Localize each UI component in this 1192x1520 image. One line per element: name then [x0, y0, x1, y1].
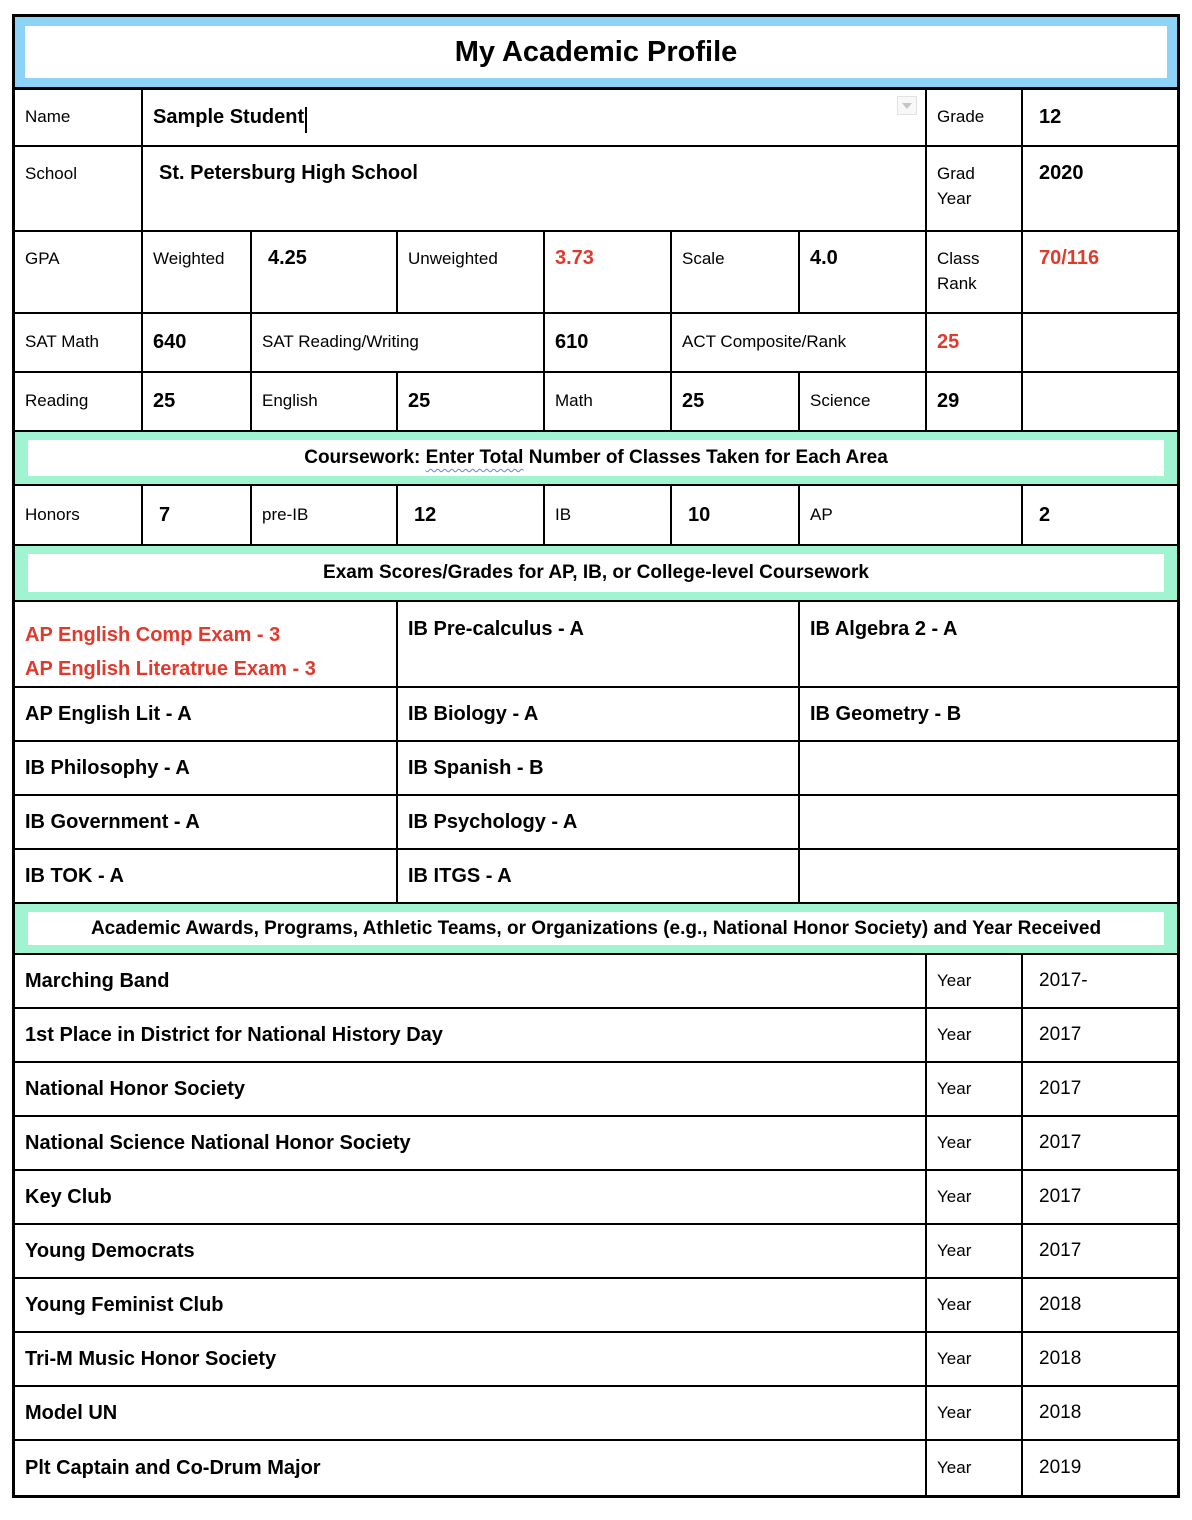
school-field[interactable]: St. Petersburg High School: [143, 147, 927, 230]
scale-label-cell: Scale: [672, 232, 800, 312]
exam-entry: AP English Comp Exam - 3: [25, 624, 281, 646]
coursework-header-prefix: Coursework:: [304, 447, 426, 468]
award-name-cell[interactable]: Model UN: [15, 1387, 927, 1439]
award-name-cell[interactable]: Plt Captain and Co-Drum Major: [15, 1441, 927, 1495]
exam-cell[interactable]: IB Philosophy - A: [15, 742, 398, 794]
name-label-cell: Name: [15, 90, 143, 145]
award-name-cell[interactable]: National Honor Society: [15, 1063, 927, 1115]
act-composite-cell[interactable]: 25: [927, 314, 1023, 371]
exam-cell[interactable]: [800, 850, 1177, 902]
year-label-cell: Year: [927, 1171, 1023, 1223]
award-row: [15, 955, 1177, 1009]
exam-cell[interactable]: IB Psychology - A: [398, 796, 800, 848]
unweighted-gpa-cell[interactable]: 3.73: [545, 232, 672, 312]
award-row: [15, 1279, 1177, 1333]
exam-entry: AP English Literatrue Exam - 3: [25, 658, 316, 680]
award-year-cell[interactable]: 2017: [1039, 1078, 1082, 1099]
science-label-cell: Science: [800, 373, 927, 430]
year-label-cell: Year: [927, 1117, 1023, 1169]
name-field[interactable]: [143, 90, 927, 145]
year-label-cell: Year: [927, 1441, 1023, 1495]
award-year-cell[interactable]: 2018: [1039, 1348, 1082, 1369]
award-year-cell[interactable]: 2017: [1039, 1024, 1082, 1045]
exam-row: [15, 742, 1177, 796]
exam-cell[interactable]: IB ITGS - A: [398, 850, 800, 902]
coursework-header-suffix: Number of Classes Taken for Each Area: [523, 447, 888, 468]
pre-ib-label-cell: pre-IB: [252, 486, 398, 544]
honors-label-cell: Honors: [15, 486, 143, 544]
weighted-gpa-cell[interactable]: 4.25: [252, 232, 398, 312]
act-label-cell: ACT Composite/Rank: [672, 314, 927, 371]
award-row: [15, 1387, 1177, 1441]
awards-header-band: [15, 904, 1177, 955]
year-label-cell: Year: [927, 1387, 1023, 1439]
page-title: My Academic Profile: [25, 26, 1167, 78]
award-name-cell[interactable]: Young Feminist Club: [15, 1279, 927, 1331]
award-name-cell[interactable]: National Science National Honor Society: [15, 1117, 927, 1169]
award-row: [15, 1009, 1177, 1063]
exam-cell[interactable]: IB Geometry - B: [810, 702, 962, 725]
ib-label-cell: IB: [545, 486, 672, 544]
award-row: [15, 1225, 1177, 1279]
exam-cell[interactable]: IB Algebra 2 - A: [810, 618, 958, 640]
ap-exam-red-text: [25, 618, 316, 686]
award-row: [15, 1117, 1177, 1171]
sat-rw-cell[interactable]: 610: [545, 314, 672, 371]
award-year-cell[interactable]: 2017: [1039, 1240, 1082, 1261]
exam-cell[interactable]: IB Government - A: [15, 796, 398, 848]
awards-header-text: Academic Awards, Programs, Athletic Teams, or Organizations (e.g., National Honor Society) and Year Received: [28, 912, 1164, 945]
sat-math-cell[interactable]: 640: [143, 314, 252, 371]
exam-row: [15, 850, 1177, 904]
award-row: [15, 1441, 1177, 1495]
coursework-header-flagged-text: Enter Total: [425, 447, 524, 468]
exam-row: [15, 796, 1177, 850]
exam-cell[interactable]: IB Pre-calculus - A: [398, 602, 800, 686]
year-label-cell: Year: [927, 1063, 1023, 1115]
award-year-cell[interactable]: 2019: [1039, 1457, 1082, 1478]
exams-header-band: [15, 546, 1177, 602]
dropdown-arrow-icon: [902, 103, 912, 109]
grade-label-cell: Grade: [927, 90, 1023, 145]
award-name-cell[interactable]: Marching Band: [15, 955, 927, 1007]
award-year-cell[interactable]: 2017: [1039, 1132, 1082, 1153]
math-score-cell[interactable]: 25: [672, 373, 800, 430]
honors-count-cell[interactable]: 7: [143, 486, 252, 544]
profile-title-bar: [15, 17, 1177, 90]
year-label-cell: Year: [927, 1333, 1023, 1385]
school-row: [15, 147, 1177, 232]
exam-cell[interactable]: [800, 796, 1177, 848]
unweighted-label-cell: Unweighted: [398, 232, 545, 312]
gpa-label-cell: GPA: [15, 232, 143, 312]
exam-row: [15, 688, 1177, 742]
empty-cell[interactable]: [1023, 373, 1177, 430]
year-label-cell: Year: [927, 955, 1023, 1007]
award-row: [15, 1063, 1177, 1117]
exam-cell[interactable]: AP English Lit - A: [15, 688, 398, 740]
exam-cell[interactable]: [15, 602, 398, 686]
sat-act-row: [15, 314, 1177, 373]
class-rank-label-cell: Class Rank: [927, 232, 1023, 312]
year-label-cell: Year: [927, 1009, 1023, 1061]
coursework-header-band: [15, 432, 1177, 486]
award-name-cell[interactable]: Key Club: [15, 1171, 927, 1223]
award-row: [15, 1333, 1177, 1387]
exam-row: [15, 602, 1177, 688]
award-name-cell[interactable]: Young Democrats: [15, 1225, 927, 1277]
exam-cell[interactable]: [800, 742, 1177, 794]
dropdown-icon[interactable]: [897, 96, 917, 115]
school-label-cell: School: [15, 147, 143, 230]
sat-math-label-cell: SAT Math: [15, 314, 143, 371]
exam-cell[interactable]: IB TOK - A: [15, 850, 398, 902]
empty-cell[interactable]: [1023, 314, 1177, 371]
ap-count-cell[interactable]: 2: [1039, 503, 1051, 526]
text-cursor: [305, 107, 307, 133]
coursework-header-text: [28, 440, 1164, 476]
coursework-counts-row: [15, 486, 1177, 546]
award-name-cell[interactable]: 1st Place in District for National History Day: [15, 1009, 927, 1061]
grad-year-label-cell: Grad Year: [927, 147, 1023, 230]
ib-count-cell[interactable]: 10: [672, 486, 800, 544]
sat-rw-label-cell: SAT Reading/Writing: [252, 314, 545, 371]
academic-profile-table: [12, 14, 1180, 1498]
pre-ib-count-cell[interactable]: 12: [398, 486, 545, 544]
year-label-cell: Year: [927, 1279, 1023, 1331]
english-score-cell[interactable]: 25: [398, 373, 545, 430]
exam-cell[interactable]: IB Spanish - B: [398, 742, 800, 794]
exam-cell[interactable]: IB Biology - A: [398, 688, 800, 740]
award-year-cell[interactable]: 2017: [1039, 1186, 1082, 1207]
gpa-row: [15, 232, 1177, 314]
reading-label-cell: Reading: [15, 373, 143, 430]
award-year-cell[interactable]: 2018: [1039, 1402, 1082, 1423]
name-value: Sample Student: [153, 106, 305, 128]
act-subscores-row: [15, 373, 1177, 432]
gpa-scale-cell[interactable]: 4.0: [800, 232, 927, 312]
award-year-cell[interactable]: 2017-: [1039, 970, 1088, 991]
weighted-label-cell: Weighted: [143, 232, 252, 312]
grad-year-value-cell[interactable]: 2020: [1039, 162, 1084, 184]
award-name-cell[interactable]: Tri-M Music Honor Society: [15, 1333, 927, 1385]
award-year-cell[interactable]: 2018: [1039, 1294, 1082, 1315]
name-row: [15, 90, 1177, 147]
english-label-cell: English: [252, 373, 398, 430]
year-label-cell: Year: [927, 1225, 1023, 1277]
award-row: [15, 1171, 1177, 1225]
reading-score-cell[interactable]: 25: [143, 373, 252, 430]
grade-value-cell[interactable]: 12: [1039, 106, 1062, 128]
ap-label-cell: AP: [800, 486, 1023, 544]
exams-header-text: Exam Scores/Grades for AP, IB, or College-level Coursework: [28, 554, 1164, 592]
math-label-cell: Math: [545, 373, 672, 430]
class-rank-cell[interactable]: 70/116: [1039, 247, 1100, 269]
science-score-cell[interactable]: 29: [927, 373, 1023, 430]
